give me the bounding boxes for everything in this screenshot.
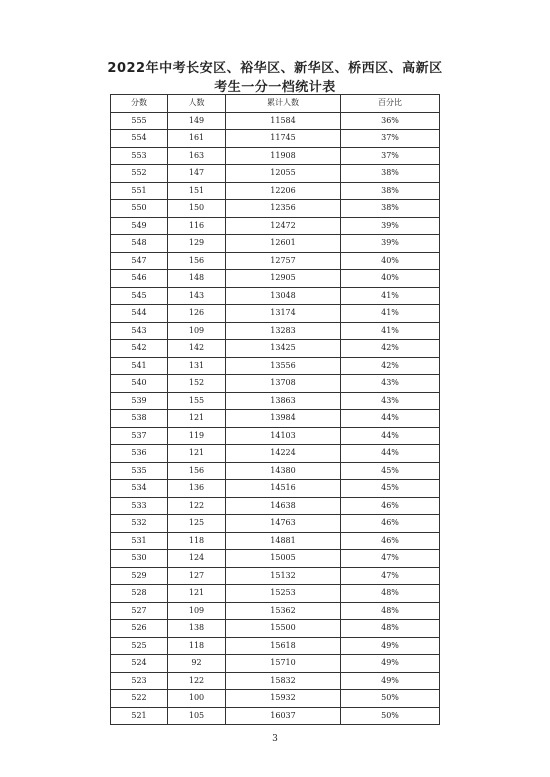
table-row [111,235,440,253]
table-row [111,200,440,218]
cell-count: 150 [168,200,226,218]
cell-percent: 46% [341,532,440,550]
cell-cumulative: 12055 [226,165,341,183]
cell-count: 156 [168,462,226,480]
cell-percent: 45% [341,462,440,480]
table-row [111,305,440,323]
cell-percent: 44% [341,410,440,428]
cell-score: 542 [111,340,168,358]
cell-count: 121 [168,445,226,463]
cell-percent: 47% [341,567,440,585]
table-row [111,165,440,183]
cell-score: 530 [111,550,168,568]
cell-cumulative: 11908 [226,147,341,165]
cell-cumulative: 12601 [226,235,341,253]
cell-score: 529 [111,567,168,585]
cell-cumulative: 14763 [226,515,341,533]
cell-cumulative: 15005 [226,550,341,568]
cell-count: 143 [168,287,226,305]
cell-count: 155 [168,392,226,410]
cell-score: 540 [111,375,168,393]
cell-percent: 41% [341,305,440,323]
cell-cumulative: 12206 [226,182,341,200]
cell-percent: 37% [341,147,440,165]
cell-score: 527 [111,602,168,620]
cell-count: 100 [168,690,226,708]
cell-percent: 38% [341,182,440,200]
cell-cumulative: 14638 [226,497,341,515]
cell-score: 528 [111,585,168,603]
cell-percent: 49% [341,655,440,673]
cell-score: 555 [111,112,168,130]
cell-count: 122 [168,672,226,690]
cell-percent: 46% [341,515,440,533]
header-count: 人数 [168,95,226,113]
cell-percent: 41% [341,287,440,305]
table-row [111,655,440,673]
table-row [111,375,440,393]
score-distribution-table [110,94,440,725]
cell-cumulative: 12356 [226,200,341,218]
table-row [111,182,440,200]
table-row [111,550,440,568]
table-row [111,130,440,148]
table-row [111,410,440,428]
cell-percent: 44% [341,427,440,445]
cell-cumulative: 14516 [226,480,341,498]
cell-cumulative: 13984 [226,410,341,428]
cell-count: 121 [168,410,226,428]
table-row [111,532,440,550]
cell-count: 127 [168,567,226,585]
cell-cumulative: 14224 [226,445,341,463]
cell-cumulative: 13174 [226,305,341,323]
document-title-line-2: 考生一分一档统计表 [214,80,336,95]
cell-percent: 42% [341,357,440,375]
table-row [111,637,440,655]
cell-cumulative: 15618 [226,637,341,655]
table-row [111,147,440,165]
cell-count: 121 [168,585,226,603]
cell-score: 551 [111,182,168,200]
cell-score: 545 [111,287,168,305]
cell-score: 547 [111,252,168,270]
table-row [111,585,440,603]
cell-count: 116 [168,217,226,235]
table-header-row [111,95,440,113]
cell-count: 118 [168,532,226,550]
cell-score: 521 [111,707,168,725]
table-row [111,602,440,620]
cell-score: 524 [111,655,168,673]
document-title-line-1: 2022年中考长安区、裕华区、新华区、桥西区、高新区 [107,61,443,76]
cell-count: 125 [168,515,226,533]
cell-percent: 48% [341,585,440,603]
cell-score: 536 [111,445,168,463]
cell-cumulative: 16037 [226,707,341,725]
cell-score: 522 [111,690,168,708]
cell-score: 526 [111,620,168,638]
cell-score: 523 [111,672,168,690]
cell-count: 149 [168,112,226,130]
cell-count: 151 [168,182,226,200]
cell-score: 541 [111,357,168,375]
cell-score: 532 [111,515,168,533]
cell-percent: 50% [341,690,440,708]
table-row [111,322,440,340]
cell-percent: 37% [341,130,440,148]
cell-score: 533 [111,497,168,515]
cell-cumulative: 14881 [226,532,341,550]
cell-score: 543 [111,322,168,340]
cell-percent: 40% [341,270,440,288]
header-percent: 百分比 [341,95,440,113]
table-row [111,445,440,463]
header-score: 分数 [111,95,168,113]
cell-score: 539 [111,392,168,410]
table-row [111,497,440,515]
table-row [111,112,440,130]
cell-cumulative: 15500 [226,620,341,638]
cell-percent: 50% [341,707,440,725]
table-row [111,620,440,638]
cell-percent: 36% [341,112,440,130]
cell-score: 534 [111,480,168,498]
cell-cumulative: 12472 [226,217,341,235]
table-row [111,340,440,358]
table-row [111,462,440,480]
cell-count: 109 [168,602,226,620]
cell-count: 147 [168,165,226,183]
table-body [111,112,440,725]
cell-cumulative: 13863 [226,392,341,410]
cell-count: 136 [168,480,226,498]
cell-percent: 48% [341,620,440,638]
cell-cumulative: 14380 [226,462,341,480]
cell-percent: 38% [341,200,440,218]
cell-score: 552 [111,165,168,183]
cell-percent: 49% [341,672,440,690]
cell-count: 161 [168,130,226,148]
cell-cumulative: 15253 [226,585,341,603]
cell-percent: 44% [341,445,440,463]
cell-percent: 45% [341,480,440,498]
cell-percent: 49% [341,637,440,655]
cell-percent: 39% [341,217,440,235]
cell-count: 148 [168,270,226,288]
table-row [111,217,440,235]
cell-score: 553 [111,147,168,165]
cell-cumulative: 15710 [226,655,341,673]
table-row [111,270,440,288]
table-row [111,427,440,445]
cell-percent: 40% [341,252,440,270]
cell-cumulative: 15832 [226,672,341,690]
table-row [111,515,440,533]
cell-cumulative: 13556 [226,357,341,375]
cell-score: 554 [111,130,168,148]
cell-percent: 43% [341,375,440,393]
cell-count: 131 [168,357,226,375]
cell-score: 535 [111,462,168,480]
cell-count: 105 [168,707,226,725]
cell-cumulative: 15932 [226,690,341,708]
table-row [111,480,440,498]
table-row [111,357,440,375]
cell-percent: 41% [341,322,440,340]
cell-score: 531 [111,532,168,550]
cell-percent: 46% [341,497,440,515]
table-row [111,392,440,410]
table-row [111,690,440,708]
cell-score: 549 [111,217,168,235]
cell-cumulative: 12905 [226,270,341,288]
cell-percent: 48% [341,602,440,620]
cell-percent: 38% [341,165,440,183]
header-cumulative: 累计人数 [226,95,341,113]
page-number: 3 [272,734,278,744]
cell-count: 152 [168,375,226,393]
cell-count: 126 [168,305,226,323]
cell-cumulative: 11745 [226,130,341,148]
cell-count: 156 [168,252,226,270]
cell-cumulative: 13708 [226,375,341,393]
cell-cumulative: 13048 [226,287,341,305]
cell-score: 537 [111,427,168,445]
cell-count: 122 [168,497,226,515]
table-row [111,707,440,725]
cell-percent: 42% [341,340,440,358]
cell-count: 92 [168,655,226,673]
cell-cumulative: 15362 [226,602,341,620]
table-row [111,287,440,305]
cell-cumulative: 15132 [226,567,341,585]
table-row [111,672,440,690]
cell-count: 124 [168,550,226,568]
cell-cumulative: 12757 [226,252,341,270]
cell-score: 546 [111,270,168,288]
cell-count: 109 [168,322,226,340]
cell-cumulative: 13425 [226,340,341,358]
cell-score: 550 [111,200,168,218]
cell-cumulative: 14103 [226,427,341,445]
cell-cumulative: 13283 [226,322,341,340]
cell-cumulative: 11584 [226,112,341,130]
cell-count: 118 [168,637,226,655]
cell-score: 544 [111,305,168,323]
cell-count: 119 [168,427,226,445]
cell-percent: 39% [341,235,440,253]
cell-percent: 47% [341,550,440,568]
cell-count: 138 [168,620,226,638]
cell-score: 538 [111,410,168,428]
cell-score: 525 [111,637,168,655]
table-row [111,567,440,585]
cell-percent: 43% [341,392,440,410]
cell-score: 548 [111,235,168,253]
cell-count: 142 [168,340,226,358]
cell-count: 129 [168,235,226,253]
cell-count: 163 [168,147,226,165]
table-row [111,252,440,270]
